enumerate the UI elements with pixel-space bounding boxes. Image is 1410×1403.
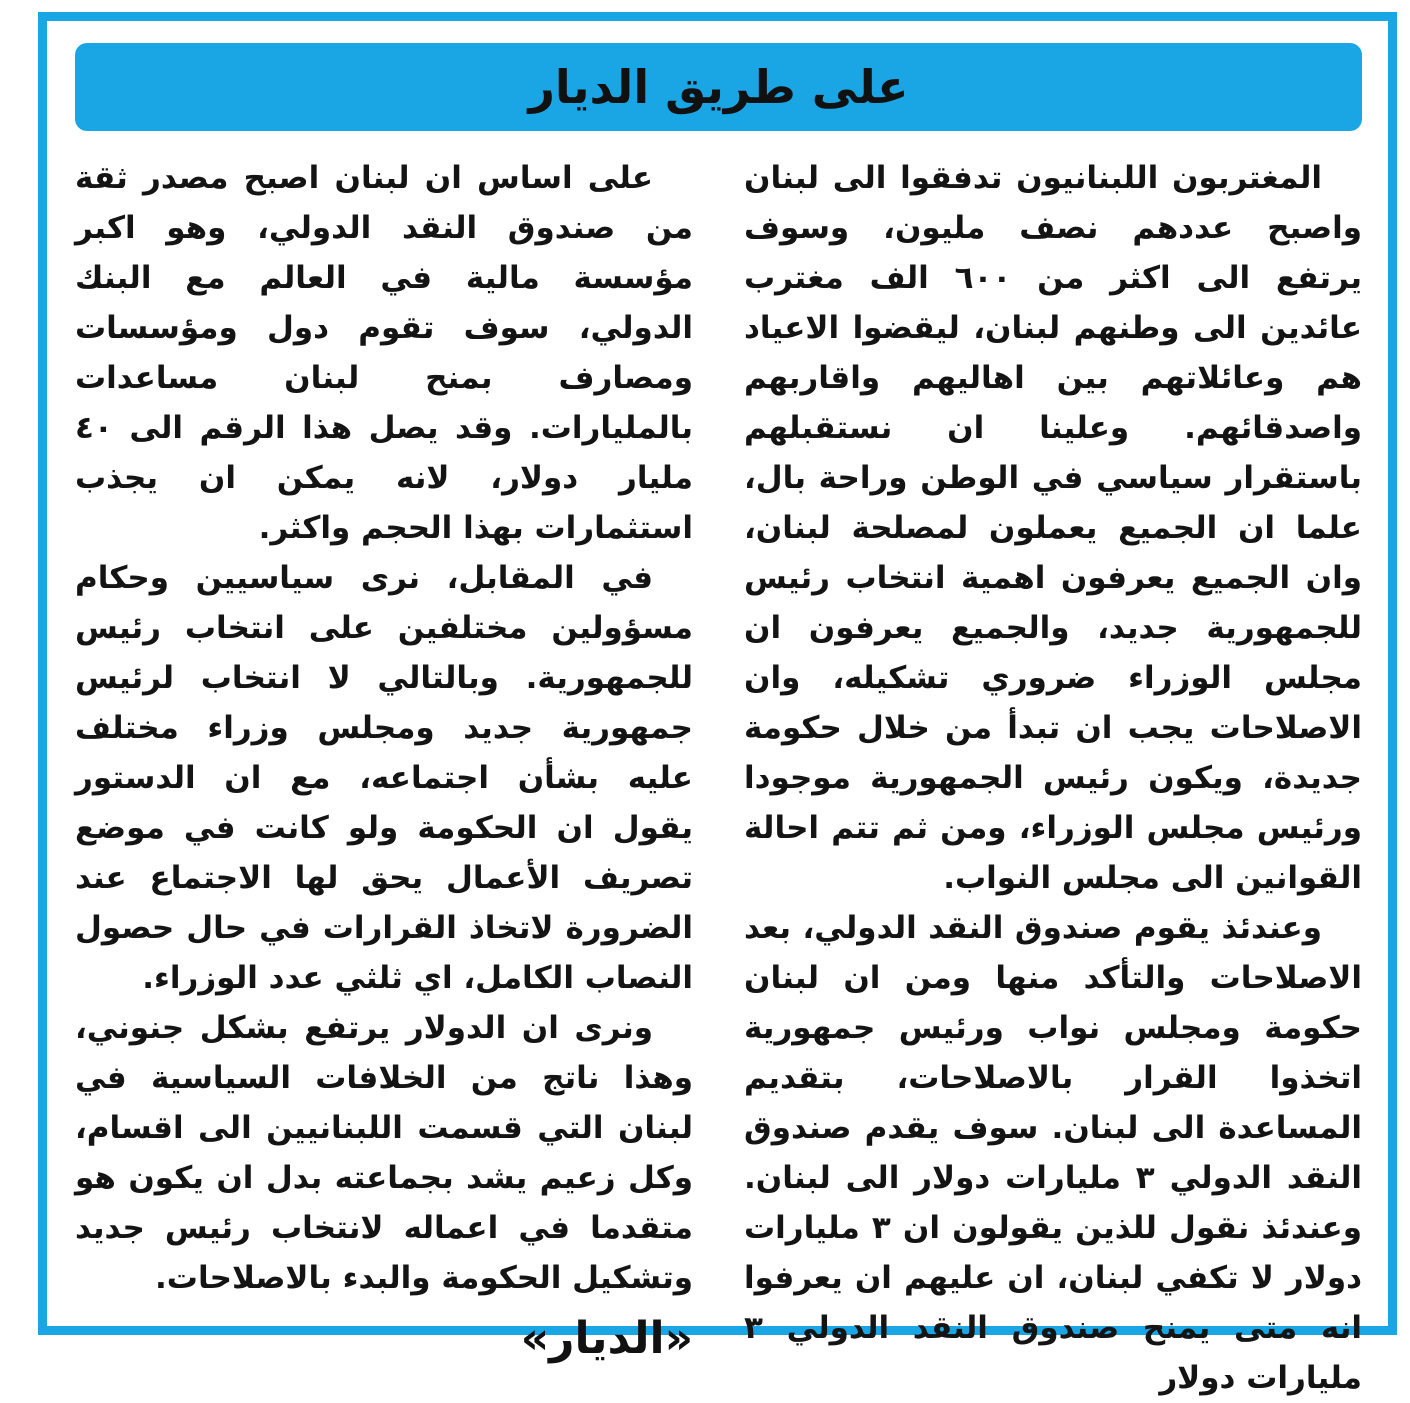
paragraph: المغتربون اللبنانيون تدفقوا الى لبنان واصبح عددهم نصف مليون، وسوف يرتفع الى اكثر من ٦٠٠ الف مغترب عائدين الى وطنهم لبنان، ليقضوا الاعياد هم وعائلاتهم بين اهاليهم واقاربهم واصدقائهم. وعلينا ان نستقبلهم باستقرار سياسي في الوطن وراحة بال، علما ان الجميع يعملون لمصلحة لبنان، وان الجميع يعرفون اهمية انتخاب رئيس للجمهورية جديد، والجميع يعرفون ان مجلس الوزراء ضروري تشكيله، وان الاصلاحات يجب ان تبدأ من خلال حكومة جديدة، ويكون رئيس الجمهورية موجودا ورئيس مجلس الوزراء، ومن ثم تتم احالة القوانين الى مجلس النواب. xyxy=(744,160,1362,896)
paragraph: وعندئذ يقوم صندوق النقد الدولي، بعد الاصلاحات والتأكد منها ومن ان لبنان حكومة ومجلس نواب ورئيس جمهورية اتخذوا القرار بالاصلاحات، بتقديم المساعدة الى لبنان. سوف يقدم صندوق النقد الدولي ٣ مليارات دولار الى لبنان. وعندئذ نقول للذين يقولون ان ٣ مليارات دولار لا تكفي لبنان، ان عليهم ان يعرفوا انه متى يمنح صندوق النقد الدولي ٣ مليارات دولار xyxy=(744,910,1363,1396)
paragraph: ونرى ان الدولار يرتفع بشكل جنوني، وهذا ناتج من الخلافات السياسية في لبنان التي قسمت اللبنانيين الى اقسام، وكل زعيم يشد بجماعته بدل ان يكون هو متقدما في اعماله لانتخاب رئيس جديد وتشكيل الحكومة والبدء بالاصلاحات. xyxy=(75,1010,693,1296)
paragraph: في المقابل، نرى سياسيين وحكام مسؤولين مختلفين على انتخاب رئيس للجمهورية. وبالتالي لا انتخاب لرئيس جمهورية جديد ومجلس وزراء مختلف عليه بشأن اجتماعه، مع ان الدستور يقول ان الحكومة ولو كانت في موضع تصريف الأعمال يحق لها الاجتماع عند الضرورة لاتخاذ القرارات في حال حصول النصاب الكامل، اي ثلثي عدد الوزراء. xyxy=(75,560,693,996)
article-box xyxy=(38,12,1397,1396)
left-column xyxy=(75,153,693,1364)
header-banner xyxy=(75,43,1362,131)
article-columns xyxy=(75,153,1363,1396)
paragraph: على اساس ان لبنان اصبح مصدر ثقة من صندوق النقد الدولي، وهو اكبر مؤسسة مالية في العالم مع البنك الدولي، سوف تقوم دول ومؤسسات ومصارف بمنح لبنان مساعدات بالمليارات. وقد يصل هذا الرقم الى ٤٠ مليار دولار، لانه يمكن ان يجذب استثمارات بهذا الحجم واكثر. xyxy=(75,160,693,546)
right-column xyxy=(744,153,1363,1396)
column-title: على طريق الديار xyxy=(528,60,909,114)
signature: «الديار» xyxy=(520,1313,693,1364)
